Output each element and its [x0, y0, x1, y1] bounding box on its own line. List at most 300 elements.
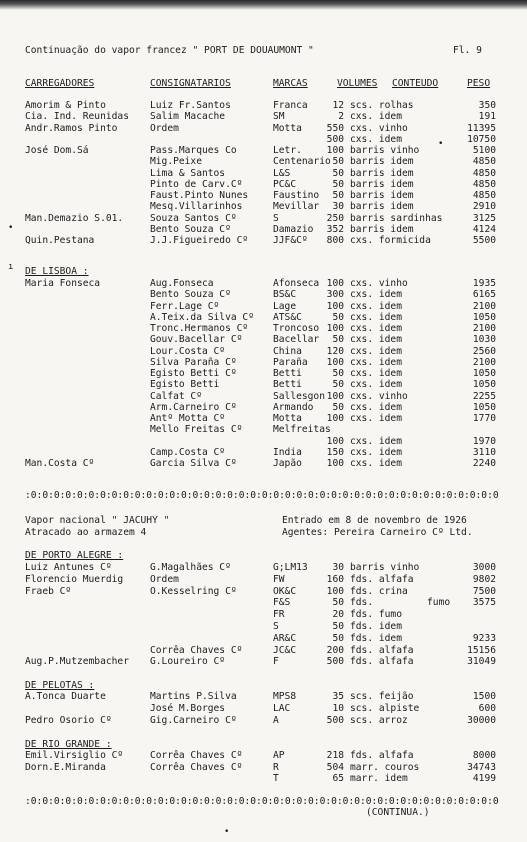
table-row [0, 335, 527, 345]
mark-cell: Afonseca [273, 278, 320, 289]
table-row [0, 751, 527, 761]
mark-cell: FR [273, 609, 285, 621]
quantity-cell: 50 [332, 156, 344, 168]
contents-cell: cxs. idem [350, 458, 402, 469]
table-row [0, 236, 527, 246]
shipper-cell: Cia. Ind. Reunidas [25, 111, 129, 123]
consignee-cell: Calfat Cº [150, 390, 202, 402]
contents-cell: marr. couros [350, 761, 420, 773]
contents-cell: barris idem [350, 156, 414, 168]
table-row [0, 157, 527, 167]
mark-cell: Armando [273, 401, 314, 413]
mark-cell: Paraña [273, 356, 308, 368]
contents-cell: scs. arroz [350, 714, 408, 726]
mark-cell: Lage [273, 300, 297, 312]
contents-cell: scs. alpiste [350, 702, 420, 714]
mark-cell: T [273, 773, 279, 785]
quantity-cell: 50 [332, 368, 344, 379]
consignee-cell: Pass.Marques Co [150, 145, 237, 156]
contents-cell: cxs. idem [350, 345, 402, 357]
consignee-cell: José M.Borges [150, 702, 226, 714]
vessel2-line-2 [0, 528, 527, 538]
section-heading-pelotas-line [0, 681, 527, 691]
contents-cell: barris vinho [350, 562, 420, 573]
consignee-cell: O.Kesselring Cº [150, 585, 237, 597]
shipper-cell: Andr.Ramos Pinto [25, 122, 118, 134]
margin-tick-mark: • [8, 223, 14, 233]
weight-cell: 2100 [472, 300, 496, 312]
mark-cell: JJF&Cº [273, 235, 308, 246]
vessel2-line-1 [0, 516, 527, 526]
contents-cell: cxs. idem [350, 289, 402, 301]
weight-cell: 2255 [472, 390, 496, 402]
shipper-cell: A.Tonca Duarte [25, 691, 106, 702]
table-row [0, 225, 527, 235]
consignee-cell: Luiz Fr.Santos [150, 100, 231, 111]
consignee-cell: Pinto de Carv.Cº [150, 178, 243, 190]
quantity-cell: 120 [326, 345, 344, 357]
weight-cell: 30000 [467, 714, 496, 726]
consignee-cell: Martins P.Silva [150, 691, 237, 702]
quantity-cell: 500 [326, 133, 344, 145]
weight-cell: 31049 [467, 656, 496, 668]
contents-cell: marr. idem [350, 773, 408, 785]
quantity-cell: 550 [326, 122, 344, 134]
consignee-cell: Antº Motta Cº [150, 413, 226, 424]
ink-spot-mark: • [224, 827, 230, 837]
mark-cell: A [273, 714, 279, 726]
contents-cell: fds. alfafa [350, 656, 414, 668]
mark-cell: JC&C [273, 644, 297, 656]
shipper-cell: Florencio Muerdig [25, 573, 124, 585]
section-heading-porto-alegre: DE PORTO ALEGRE : [25, 550, 124, 561]
quantity-cell: 218 [326, 750, 344, 761]
quantity-cell: 30 [332, 562, 344, 573]
quantity-cell: 50 [332, 621, 344, 632]
shipper-cell: José Dom.Sá [25, 145, 89, 156]
quantity-cell: 50 [332, 311, 344, 323]
shipper-cell: Quin.Pestana [25, 235, 95, 246]
mark-cell: Centenario [273, 156, 331, 168]
contents-cell: fds. crina [350, 585, 408, 597]
weight-cell: 2910 [472, 201, 496, 213]
column-header-row [0, 79, 527, 89]
consignee-cell: Corrêa Chaves Cº [150, 644, 243, 656]
consignee-cell: Mig.Peixe [150, 156, 202, 168]
consignee-cell: Gig.Carneiro Cº [150, 714, 237, 726]
consignee-cell: Ordem [150, 122, 179, 134]
shipper-cell: Man.Demazio S.01. [25, 212, 124, 224]
quantity-cell: 800 [326, 235, 344, 246]
quantity-cell: 200 [326, 644, 344, 656]
mark-cell: Damazio [273, 223, 314, 235]
quantity-cell: 150 [326, 446, 344, 458]
quantity-cell: 500 [326, 714, 344, 726]
table-row [0, 437, 527, 447]
weight-cell: 3110 [472, 446, 496, 458]
shipper-cell: Emil.Virsiglio Cº [25, 750, 124, 761]
contents-cell: scs. rolhas [350, 100, 414, 111]
contents-cell: fds. idem [350, 632, 402, 644]
quantity-cell: 30 [332, 201, 344, 213]
table-row [0, 425, 527, 435]
col-header-volumes: VOLUMES [337, 78, 378, 89]
scan-top-edge [0, 0, 527, 10]
consignee-cell: Garcia Silva Cº [150, 458, 237, 469]
consignee-cell: Aug.Fonseca [150, 278, 214, 289]
contents-cell: cxs. idem [350, 133, 402, 145]
weight-cell: 5500 [472, 235, 496, 246]
mark-cell: AR&C [273, 632, 297, 644]
weight-cell: 4850 [472, 190, 496, 201]
quantity-cell: 65 [332, 773, 344, 785]
table-row [0, 380, 527, 390]
weight-cell: 15156 [467, 644, 496, 656]
consignee-cell: G.Magalhães Cº [150, 562, 231, 573]
shipper-cell: Luiz Antunes Cº [25, 562, 112, 573]
mark-cell: G;LM13 [273, 562, 308, 573]
contents-cell: barris sardinhas [350, 212, 443, 224]
shipper-cell: Pedro Osorio Cº [25, 714, 112, 726]
table-row [0, 692, 527, 702]
contents-cell: cxs. idem [350, 413, 402, 424]
table-row [0, 448, 527, 458]
contents-cell: barris idem [350, 223, 414, 235]
quantity-cell: 50 [332, 632, 344, 644]
col-header-marcas: MARCAS [273, 78, 308, 89]
table-row [0, 763, 527, 773]
section-heading-lisboa-line [0, 267, 527, 277]
table-row [0, 704, 527, 714]
contents-cell: barris idem [350, 178, 414, 190]
consignee-cell: Lima & Santos [150, 167, 226, 179]
table-row [0, 414, 527, 424]
weight-cell: 9802 [472, 573, 496, 585]
mark-cell: Sallesgon [273, 390, 325, 402]
contents-cell: cxs. idem [350, 379, 402, 391]
mark-cell: Franca [273, 100, 308, 111]
quantity-cell: 504 [326, 761, 344, 773]
mark-cell: ATS&C [273, 311, 302, 323]
separator: :0:0:0:0:0:0:0:0:0:0:0:0:0:0:0:0:0:0:0:0:0:0:0:0:0:0:0:0:0:0:0:0:0:0:0:0:0:0:0:0:0 [25, 490, 499, 501]
mark-cell: S [273, 212, 279, 224]
shipper-cell: Man.Costa Cº [25, 458, 95, 469]
vessel2-berth: Atracado ao armazem 4 [25, 527, 147, 538]
mark-cell: Japão [273, 458, 302, 469]
quantity-cell: 300 [326, 289, 344, 301]
contents-cell: fds. fumo [350, 609, 402, 621]
section-heading-rio-grande-line [0, 740, 527, 750]
contents-cell: cxs. idem [350, 368, 402, 379]
consignee-cell: Ferr.Lage Cº [150, 300, 220, 312]
contents-cell: cxs. vinho [350, 278, 408, 289]
vessel2-agents: Agentes: Pereira Carneiro Cº Ltd. [282, 527, 473, 538]
consignee-cell: Salim Macache [150, 111, 226, 123]
table-row [0, 101, 527, 111]
document-title: Continuação do vapor francez " PORT DE DOUAUMONT " [25, 45, 314, 56]
ink-spot-mark: • [438, 139, 444, 149]
quantity-cell: 50 [332, 178, 344, 190]
quantity-cell: 250 [326, 212, 344, 224]
quantity-cell: 20 [332, 609, 344, 621]
quantity-cell: 35 [332, 691, 344, 702]
quantity-cell: 100 [326, 413, 344, 424]
mark-cell: Betti [273, 368, 302, 379]
weight-cell: 4124 [472, 223, 496, 235]
contents-cell: barris idem [350, 190, 414, 201]
table-row [0, 716, 527, 726]
quantity-cell: 100 [326, 300, 344, 312]
mark-cell: FW [273, 573, 285, 585]
table-row [0, 634, 527, 644]
contents-cell: barris idem [350, 201, 414, 213]
header-line [0, 46, 527, 56]
quantity-cell: 50 [332, 379, 344, 391]
table-row [0, 587, 527, 597]
consignee-cell: G.Loureiro Cº [150, 656, 226, 668]
contents-cell: cxs. idem [350, 401, 402, 413]
quantity-cell: 50 [332, 401, 344, 413]
contents-cell: cxs. idem [350, 111, 402, 123]
contents-cell: cxs. idem [350, 435, 402, 447]
weight-cell: 1935 [472, 278, 496, 289]
contents-cell: fds. alfafa [350, 573, 414, 585]
weight-cell: 9233 [472, 632, 496, 644]
mark-cell: Bacellar [273, 334, 320, 346]
shipper-cell: Fraeb Cº [25, 585, 72, 597]
contents-cell: fds. [350, 597, 374, 609]
mark-cell: China [273, 345, 302, 357]
weight-cell: 1500 [472, 691, 496, 702]
consignee-cell: Souza Santos Cº [150, 212, 237, 224]
quantity-cell: 50 [332, 334, 344, 346]
table-row [0, 610, 527, 620]
table-row [0, 369, 527, 379]
footer-separator: :0:0:0:0:0:0:0:0:0:0:0:0:0:0:0:0:0:0:0:0:0:0:0:0:0:0:0:0:0:0:0:0:0:0:0:0:0:0:0:0:0 [25, 796, 499, 807]
weight-cell: 4199 [472, 773, 496, 785]
table-row [0, 358, 527, 368]
table-row [0, 146, 527, 156]
table-row [0, 598, 527, 608]
quantity-cell: 352 [326, 223, 344, 235]
contents-cell: fds. alfafa [350, 644, 414, 656]
shipper-cell: Amorim & Pinto [25, 100, 106, 111]
weight-cell: 3575 [472, 597, 496, 609]
weight-cell: 2100 [472, 356, 496, 368]
weight-cell: 1050 [472, 379, 496, 391]
col-header-consignatarios: CONSIGNATARIOS [150, 78, 231, 89]
table-row [0, 169, 527, 179]
contents-cell: cxs. idem [350, 300, 402, 312]
consignee-cell: J.J.Figueiredo Cº [150, 235, 249, 246]
consignee-cell: Bento Souza Cº [150, 289, 231, 301]
contents-cell: cxs. idem [350, 311, 402, 323]
consignee-cell: Faust.Pinto Nunes [150, 190, 249, 201]
table-row [0, 279, 527, 289]
weight-cell: 10750 [467, 133, 496, 145]
quantity-cell: 100 [326, 458, 344, 469]
margin-tick-mark: ı [8, 262, 14, 272]
weight-cell: 4850 [472, 156, 496, 168]
folio-number: Fl. 9 [453, 45, 482, 56]
quantity-cell: 100 [326, 145, 344, 156]
mark-cell: AP [273, 750, 285, 761]
mark-cell: F [273, 656, 279, 668]
separator-line [0, 491, 527, 501]
quantity-cell: 100 [326, 323, 344, 334]
consignee-cell: Corrêa Chaves Cº [150, 750, 243, 761]
mark-cell: L&S [273, 167, 291, 179]
table-row [0, 563, 527, 573]
contents-cell: fds. idem [350, 621, 402, 632]
continua-label: (CONTINUA.) [366, 807, 430, 818]
weight-cell: 1770 [472, 413, 496, 424]
mark-cell: Motta [273, 122, 302, 134]
table-row [0, 135, 527, 145]
weight-cell: 191 [478, 111, 496, 123]
table-row [0, 112, 527, 122]
table-row [0, 622, 527, 632]
contents-cell: cxs. idem [350, 446, 402, 458]
vessel2-name: Vapor nacional " JACUHY " [25, 515, 170, 526]
quantity-cell: 100 [326, 278, 344, 289]
table-row [0, 347, 527, 357]
consignee-cell: Egisto Betti [150, 379, 220, 391]
table-row [0, 313, 527, 323]
mark-cell: PC&C [273, 178, 297, 190]
table-row [0, 290, 527, 300]
table-row [0, 124, 527, 134]
weight-cell: 4850 [472, 178, 496, 190]
mark-cell: LAC [273, 702, 291, 714]
mark-cell: OK&C [273, 585, 297, 597]
contents-cell: cxs. idem [350, 323, 402, 334]
mark-cell: Letr. [273, 145, 302, 156]
consignee-cell: Mesq.Villarinhos [150, 201, 243, 213]
table-row [0, 459, 527, 469]
table-row [0, 202, 527, 212]
consignee-cell: Mello Freitas Cº [150, 424, 243, 436]
table-row [0, 180, 527, 190]
footer-separator-line [0, 797, 527, 807]
weight-cell: 6165 [472, 289, 496, 301]
shipper-cell: Maria Fonseca [25, 278, 101, 289]
quantity-cell: 50 [332, 597, 344, 609]
col-header-peso: PESO [467, 78, 491, 89]
weight-cell: 350 [478, 100, 496, 111]
footer-continua-line [0, 808, 527, 818]
section-heading-rio-grande: DE RIO GRANDE : [25, 739, 112, 750]
weight-cell: 2560 [472, 345, 496, 357]
contents-cell: cxs. idem [350, 334, 402, 346]
table-row [0, 575, 527, 585]
weight-cell: 34743 [467, 761, 496, 773]
weight-cell: 4850 [472, 167, 496, 179]
quantity-cell: 50 [332, 190, 344, 201]
consignee-cell: Gouv.Bacellar Cº [150, 334, 243, 346]
consignee-cell: Tronc.Hermanos Cº [150, 323, 249, 334]
table-row [0, 302, 527, 312]
weight-cell: 2240 [472, 458, 496, 469]
mark-cell: Troncoso [273, 323, 320, 334]
weight-cell: 1970 [472, 435, 496, 447]
mark-cell: Mevillar [273, 201, 320, 213]
contents-cell: barris idem [350, 167, 414, 179]
table-row [0, 403, 527, 413]
contents-cell: cxs. vinho [350, 122, 408, 134]
consignee-cell: Arm.Carneiro Cº [150, 401, 237, 413]
mark-cell: S [273, 621, 279, 632]
contents-cell: fds. alfafa [350, 750, 414, 761]
section-heading-porto-alegre-line [0, 551, 527, 561]
table-row [0, 657, 527, 667]
consignee-cell: Bento Souza Cº [150, 223, 231, 235]
table-row [0, 191, 527, 201]
consignee-cell: A.Teix.da Silva Cº [150, 311, 254, 323]
weight-cell: 1050 [472, 311, 496, 323]
quantity-cell: 100 [326, 435, 344, 447]
mark-cell: F&S [273, 597, 291, 609]
table-row [0, 774, 527, 784]
mark-cell: SM [273, 111, 285, 123]
shipper-cell: Dorn.E.Miranda [25, 761, 106, 773]
shipper-cell: Aug.P.Mutzembacher [25, 656, 129, 668]
weight-cell: 2100 [472, 323, 496, 334]
quantity-cell: 50 [332, 167, 344, 179]
contents-cell: cxs. formicida [350, 235, 431, 246]
mark-cell: India [273, 446, 302, 458]
table-row [0, 392, 527, 402]
vessel2-entered: Entrado em 8 de novembro de 1926 [282, 515, 467, 526]
table-row [0, 214, 527, 224]
weight-cell: 11395 [467, 122, 496, 134]
weight-cell: 1050 [472, 401, 496, 413]
mark-cell: Betti [273, 379, 302, 391]
section-heading-lisboa: DE LISBOA : [25, 266, 89, 277]
quantity-cell: 10 [332, 702, 344, 714]
mark-cell: BS&C [273, 289, 297, 301]
consignee-cell: Corrêa Chaves Cº [150, 761, 243, 773]
quantity-cell: 2 [338, 111, 344, 123]
mark-cell: Motta [273, 413, 302, 424]
quantity-cell: 160 [326, 573, 344, 585]
weight-cell: 600 [478, 702, 496, 714]
col-header-conteudo: CONTEUDO [392, 78, 439, 89]
contents-cell: barris vinho [350, 145, 420, 156]
contents-cell: scs. feijão [350, 691, 414, 702]
weight-cell: 1050 [472, 368, 496, 379]
weight-cell: 7500 [472, 585, 496, 597]
mark-cell: Faustino [273, 190, 320, 201]
table-row [0, 324, 527, 334]
consignee-cell: Camp.Costa Cº [150, 446, 226, 458]
col-header-carregadores: CARREGADORES [25, 78, 95, 89]
consignee-cell: Lour.Costa Cº [150, 345, 226, 357]
contents-extra-cell: fumo [427, 597, 451, 609]
section-heading-pelotas: DE PELOTAS : [25, 680, 95, 691]
mark-cell: R [273, 761, 279, 773]
mark-cell: MPS8 [273, 691, 297, 702]
quantity-cell: 12 [332, 100, 344, 111]
weight-cell: 8000 [472, 750, 496, 761]
weight-cell: 1030 [472, 334, 496, 346]
quantity-cell: 100 [326, 390, 344, 402]
weight-cell: 3000 [472, 562, 496, 573]
quantity-cell: 100 [326, 356, 344, 368]
contents-cell: cxs. idem [350, 356, 402, 368]
table-row [0, 646, 527, 656]
contents-cell: cxs. vinho [350, 390, 408, 402]
